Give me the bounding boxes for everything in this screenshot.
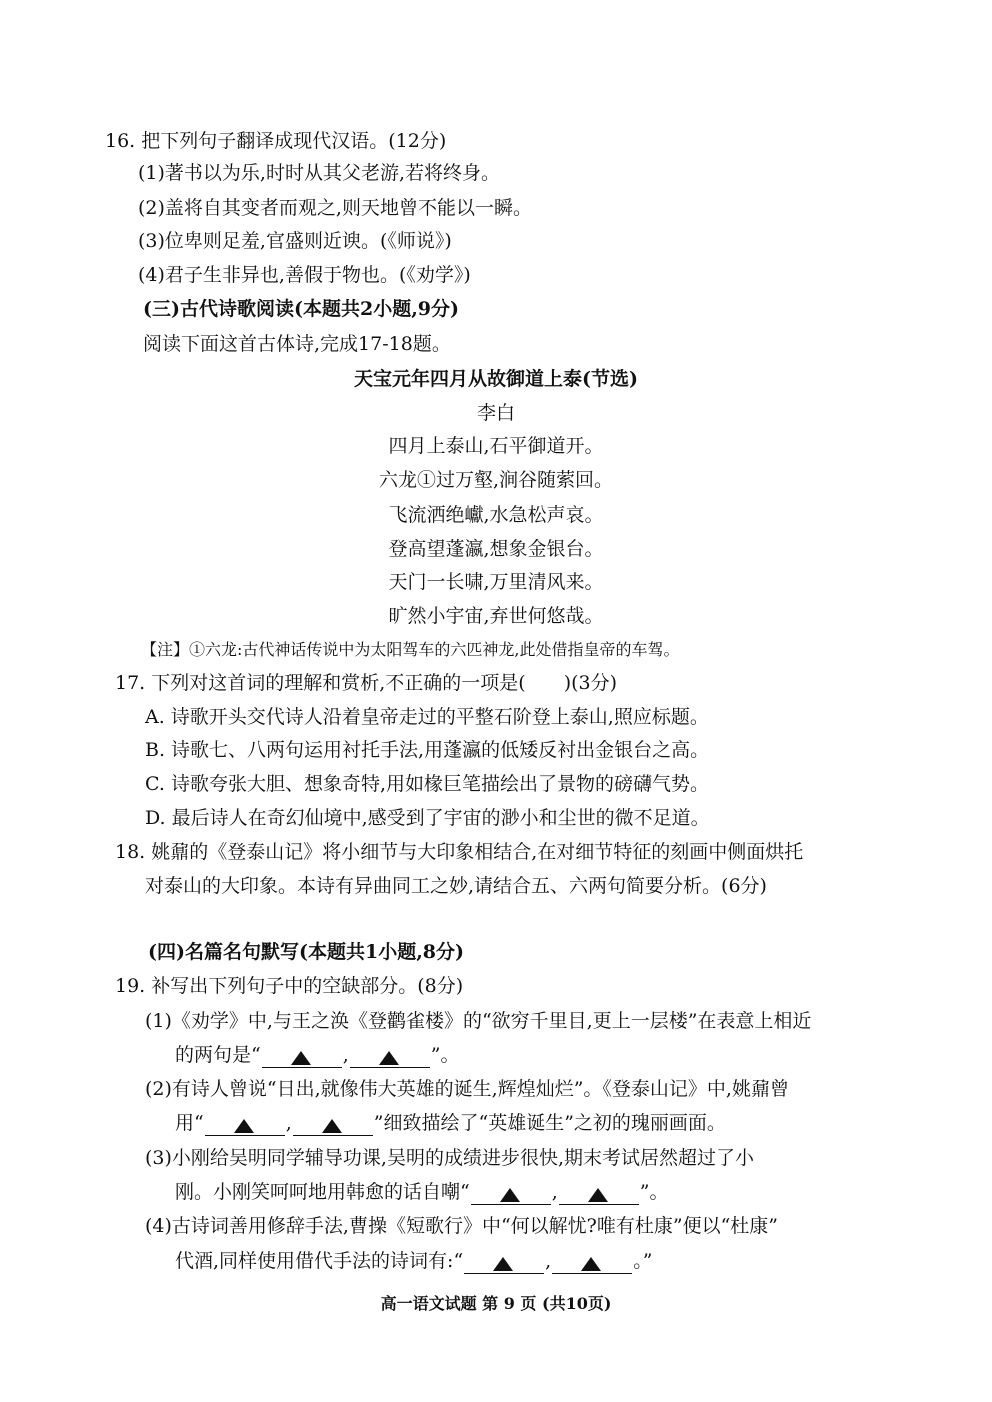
q19-item-1-prefix: 的两句是“ bbox=[175, 1044, 261, 1066]
q19-item-1-line-1: (1)《劝学》中,与王之涣《登鹳雀楼》的“欲穷千里目,更上一层楼”在表意上相近 bbox=[145, 1010, 812, 1032]
q16-stem: 16. 把下列句子翻译成现代汉语。(12分) bbox=[105, 130, 447, 152]
q19-item-2-suffix: ”细致描绘了“英雄诞生”之初的瑰丽画面。 bbox=[373, 1112, 726, 1134]
poem-line-6: 旷然小宇宙,弃世何悠哉。 bbox=[388, 605, 604, 627]
triangle-marker-icon bbox=[580, 1256, 602, 1272]
poem-line-1: 四月上泰山,石平御道开。 bbox=[388, 435, 604, 457]
q19-item-3-prefix: 刚。小刚笑呵呵地用韩愈的话自嘲“ bbox=[175, 1181, 470, 1203]
poem-note: 【注】①六龙:古代神话传说中为太阳驾车的六匹神龙,此处借指皇帝的车驾。 bbox=[141, 640, 680, 659]
answer-blank[interactable] bbox=[559, 1184, 639, 1205]
q16-item-4: (4)君子生非异也,善假于物也。(《劝学》) bbox=[138, 264, 471, 286]
triangle-marker-icon bbox=[233, 1118, 255, 1134]
triangle-marker-icon bbox=[499, 1187, 521, 1203]
q16-item-2: (2)盖将自其变者而观之,则天地曾不能以一瞬。 bbox=[138, 197, 532, 219]
triangle-marker-icon bbox=[290, 1050, 312, 1066]
section3-instruction: 阅读下面这首古体诗,完成17-18题。 bbox=[143, 333, 451, 355]
comma: , bbox=[551, 1181, 558, 1203]
answer-blank[interactable] bbox=[552, 1253, 632, 1274]
q17-stem: 17. 下列对这首词的理解和赏析,不正确的一项是( )(3分) bbox=[115, 672, 618, 694]
comma: , bbox=[342, 1044, 349, 1066]
comma: , bbox=[285, 1112, 292, 1134]
triangle-marker-icon bbox=[587, 1187, 609, 1203]
answer-blank[interactable] bbox=[464, 1253, 544, 1274]
comma: , bbox=[545, 1250, 552, 1272]
q19-item-2-line-2 bbox=[175, 1110, 726, 1136]
q16-item-3: (3)位卑则足羞,官盛则近谀。(《师说》) bbox=[138, 230, 452, 252]
q19-item-3-line-2 bbox=[175, 1179, 668, 1205]
answer-blank[interactable] bbox=[293, 1115, 373, 1136]
section3-heading: (三)古代诗歌阅读(本题共2小题,9分) bbox=[143, 298, 460, 320]
q19-item-1-suffix: ”。 bbox=[430, 1044, 460, 1066]
q19-item-4-line-2 bbox=[175, 1248, 652, 1274]
answer-blank[interactable] bbox=[205, 1115, 285, 1136]
triangle-marker-icon bbox=[378, 1050, 400, 1066]
triangle-marker-icon bbox=[492, 1256, 514, 1272]
q18-line-2: 对泰山的大印象。本诗有异曲同工之妙,请结合五、六两句简要分析。(6分) bbox=[145, 875, 767, 897]
q19-item-3-suffix: ”。 bbox=[639, 1181, 669, 1203]
answer-blank[interactable] bbox=[350, 1047, 430, 1068]
poem-line-2: 六龙①过万壑,涧谷随萦回。 bbox=[378, 469, 614, 491]
poem-line-4: 登高望蓬瀛,想象金银台。 bbox=[388, 538, 604, 560]
page-footer: 高一语文试题 第 9 页 (共10页) bbox=[380, 1294, 612, 1313]
answer-blank[interactable] bbox=[262, 1047, 342, 1068]
poem-author: 李白 bbox=[476, 402, 515, 424]
q17-option-c: C. 诗歌夸张大胆、想象奇特,用如椽巨笔描绘出了景物的磅礴气势。 bbox=[145, 773, 709, 795]
q19-item-4-line-1: (4)古诗词善用修辞手法,曹操《短歌行》中“何以解忧?唯有杜康”便以“杜康” bbox=[145, 1215, 778, 1237]
q19-item-4-suffix: 。” bbox=[633, 1250, 653, 1272]
q16-item-1: (1)著书以为乐,时时从其父老游,若将终身。 bbox=[138, 162, 500, 184]
poem-title: 天宝元年四月从故御道上泰(节选) bbox=[354, 368, 638, 390]
q17-option-a: A. 诗歌开头交代诗人沿着皇帝走过的平整石阶登上泰山,照应标题。 bbox=[145, 706, 709, 728]
q19-stem: 19. 补写出下列句子中的空缺部分。(8分) bbox=[115, 975, 464, 997]
q17-option-b: B. 诗歌七、八两句运用衬托手法,用蓬瀛的低矮反衬出金银台之高。 bbox=[145, 739, 710, 761]
section4-heading: (四)名篇名句默写(本题共1小题,8分) bbox=[148, 941, 465, 963]
answer-blank[interactable] bbox=[471, 1184, 551, 1205]
q18-line-1: 18. 姚鼐的《登泰山记》将小细节与大印象相结合,在对细节特征的刻画中侧面烘托 bbox=[115, 841, 804, 863]
q17-option-d: D. 最后诗人在奇幻仙境中,感受到了宇宙的渺小和尘世的微不足道。 bbox=[145, 807, 710, 829]
triangle-marker-icon bbox=[321, 1118, 343, 1134]
q19-item-4-prefix: 代酒,同样使用借代手法的诗词有:“ bbox=[175, 1250, 464, 1272]
q19-item-2-prefix: 用“ bbox=[175, 1112, 204, 1134]
poem-line-5: 天门一长啸,万里清风来。 bbox=[388, 571, 604, 593]
q19-item-1-line-2 bbox=[175, 1042, 459, 1068]
poem-line-3: 飞流洒绝巘,水急松声哀。 bbox=[388, 504, 604, 526]
q19-item-3-line-1: (3)小刚给吴明同学辅导功课,吴明的成绩进步很快,期末考试居然超过了小 bbox=[145, 1147, 754, 1169]
q19-item-2-line-1: (2)有诗人曾说“日出,就像伟大英雄的诞生,辉煌灿烂”。《登泰山记》中,姚鼐曾 bbox=[145, 1078, 789, 1100]
